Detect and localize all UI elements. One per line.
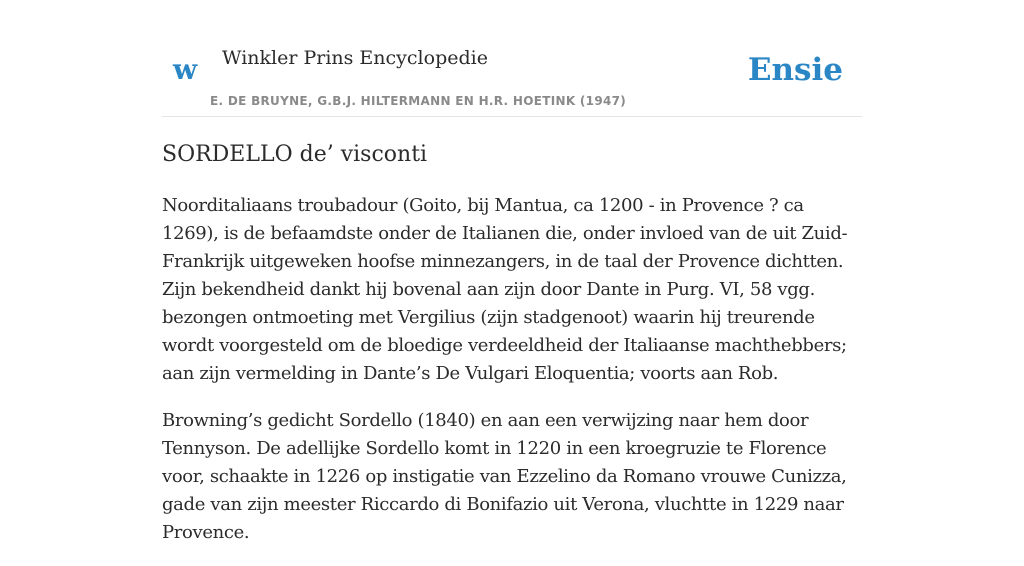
entry-paragraph-2: Browning’s gedicht Sordello (1840) en aan een verwijzing naar hem door Tennyson. De adellijke Sordello komt in 1220 in een kroegruzie te Florence voor, schaakte in 1226 op instigatie van Ezzelino da Romano vrouwe Cunizza, gade van zijn meester Riccardo di Bonifazio uit Verona, vluchtte in 1229 naar Provence. — [162, 410, 847, 543]
encyclopedia-title[interactable]: Winkler Prins Encyclopedie — [222, 47, 488, 69]
entry-body — [162, 192, 864, 566]
authors-byline: E. DE BRUYNE, G.B.J. HILTERMANN EN H.R. HOETINK (1947) — [210, 94, 627, 108]
winkler-prins-logo[interactable]: w — [173, 53, 198, 86]
entry-paragraph-1: Noorditaliaans troubadour (Goito, bij Mantua, ca 1200 - in Provence ? ca 1269), is de befaamdste onder de Italianen die, onder invloed van de uit Zuid-Frankrijk uitgeweken hoofse minnezangers, in de taal der Provence dichtten. Zijn bekendheid dankt hij bovenal aan zijn door Dante in Purg. VI, 58 vgg. bezongen ontmoeting met Vergilius (zijn stadgenoot) waarin hij treurende wordt voorgesteld om de bloedige verdeeldheid der Italiaanse machthebbers; aan zijn vermelding in Dante’s De Vulgari Eloquentia; voorts aan Rob. — [162, 195, 848, 384]
site-header — [162, 0, 862, 117]
entry-title: SORDELLO de’ visconti — [162, 142, 428, 167]
ensie-brand-logo[interactable]: Ensie — [747, 52, 843, 88]
